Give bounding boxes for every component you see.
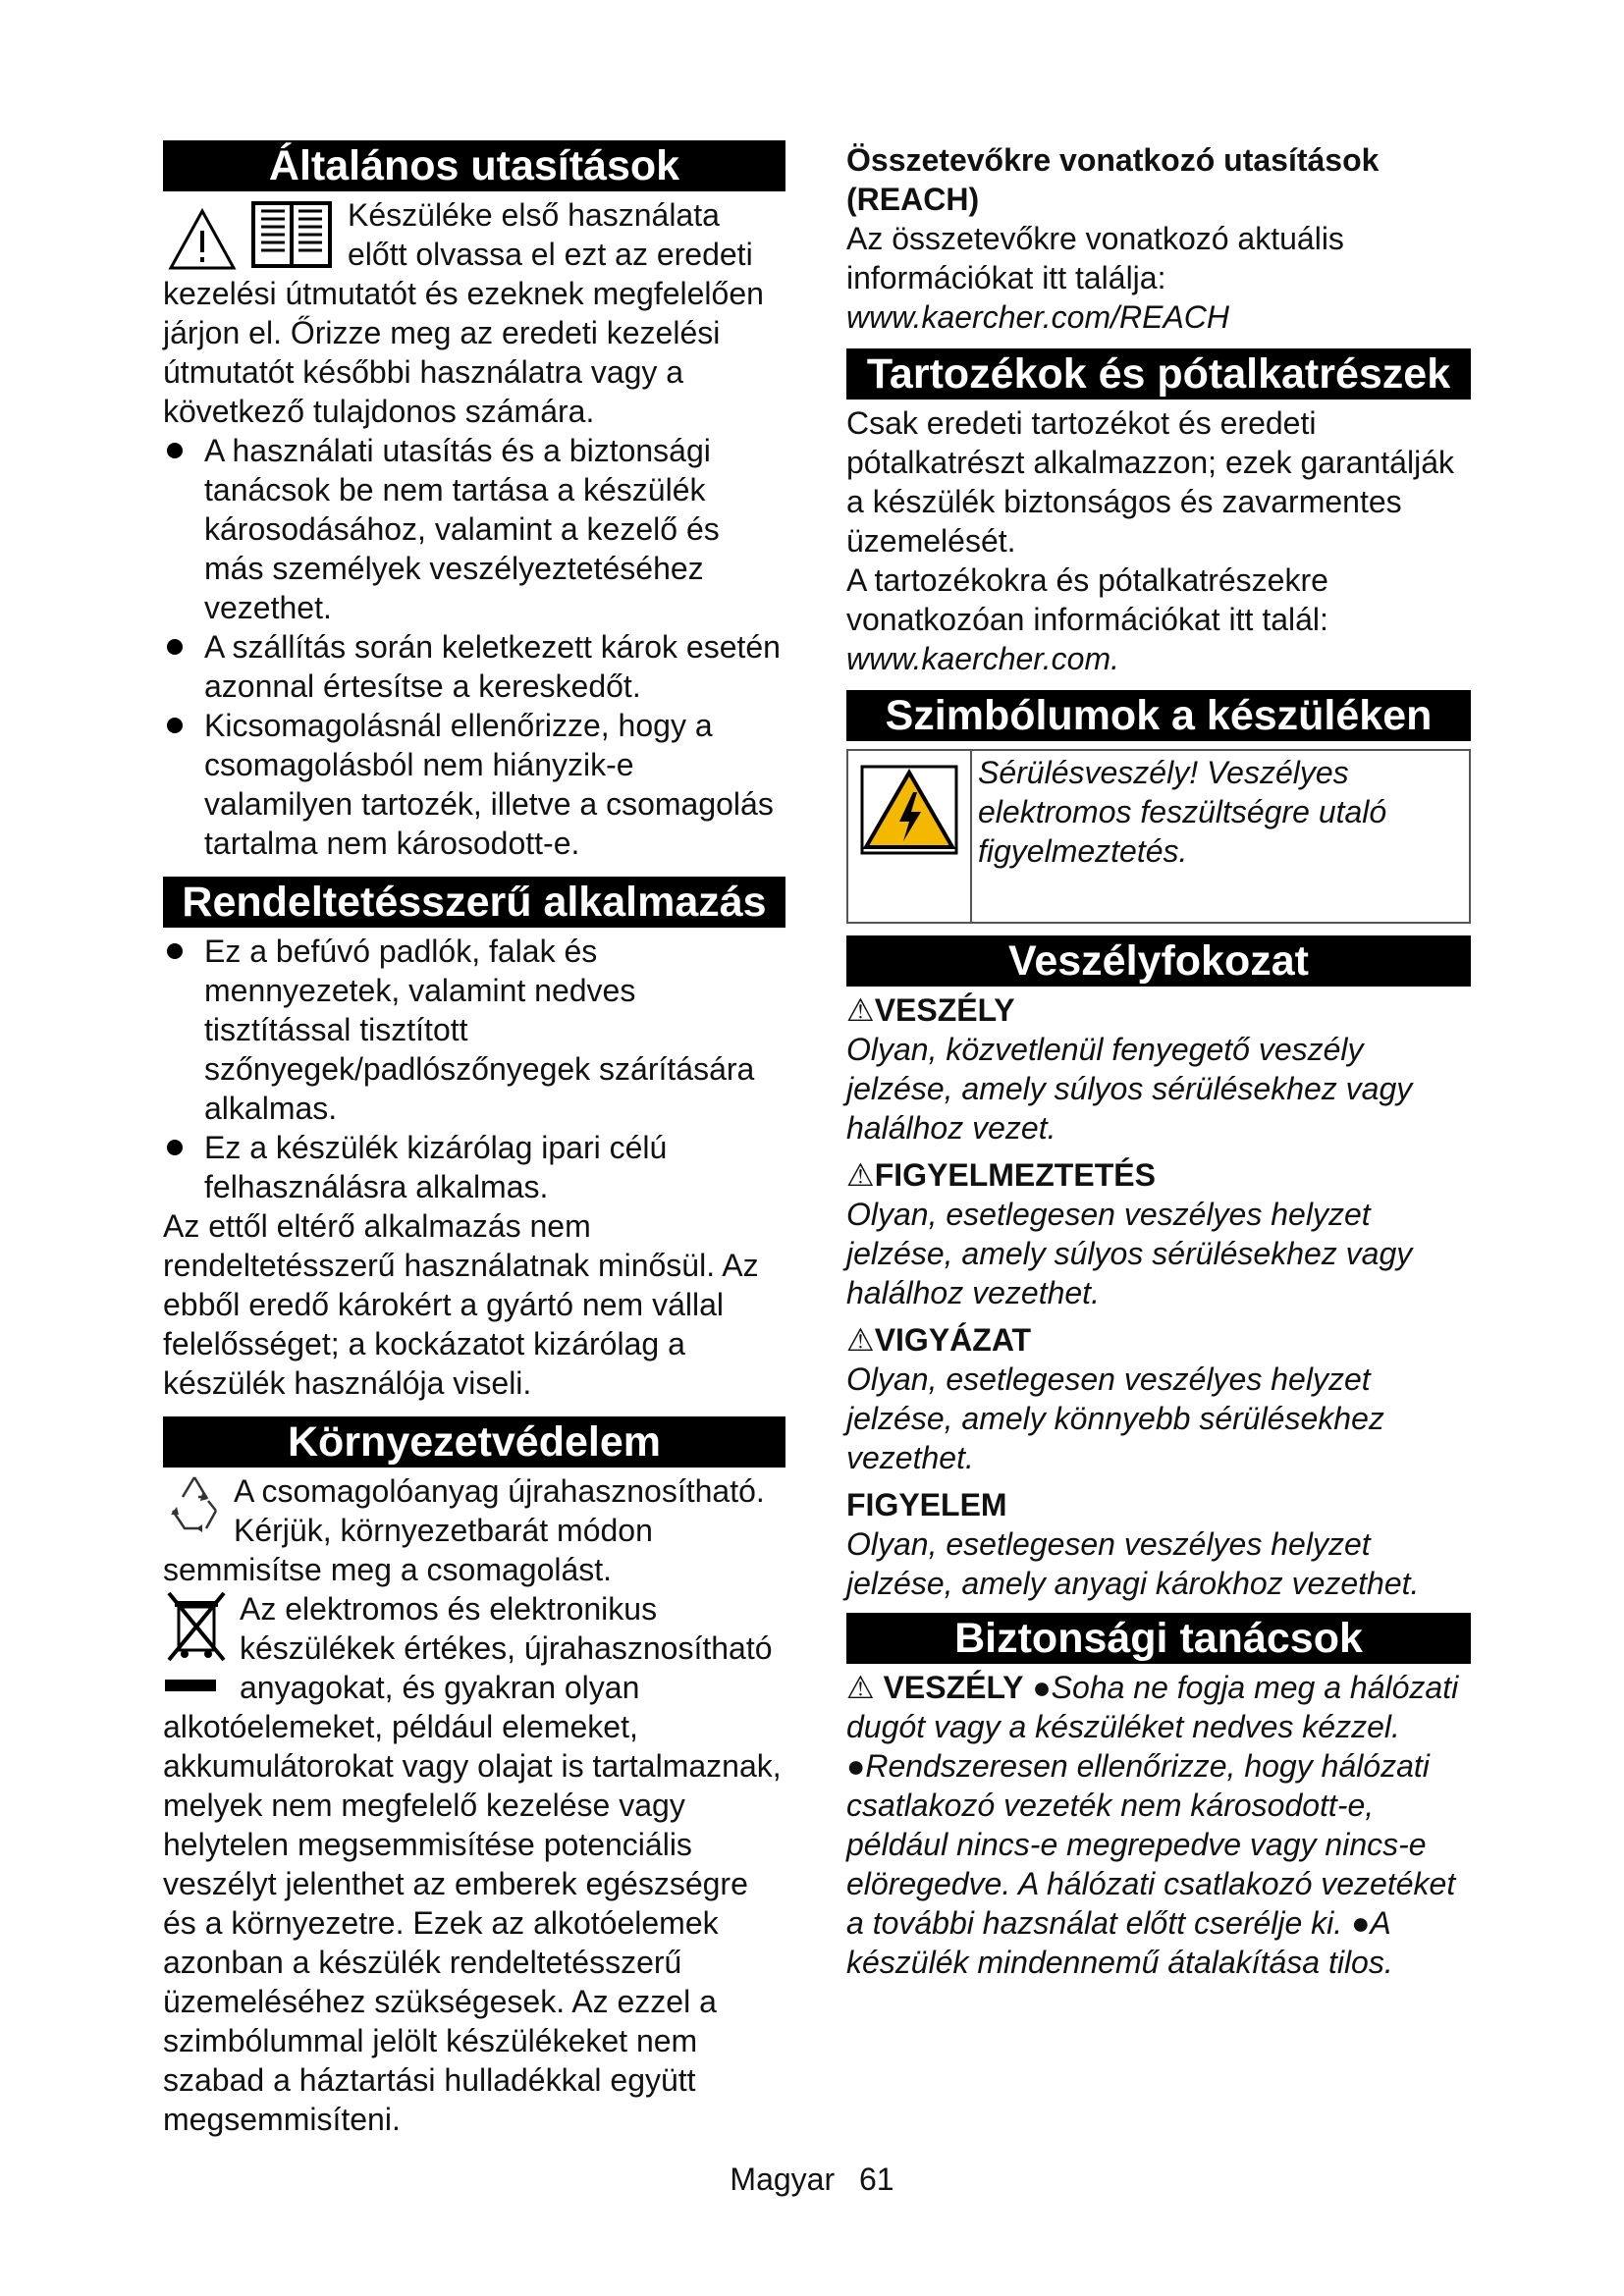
section-heading-environment: Környezetvédelem [163, 1416, 785, 1468]
left-column [163, 140, 785, 2139]
recycle-text: A csomagolóanyag újrahasznosítható. Kérjük, környezetbarát módon semmisítse meg a csomagolást. [163, 1473, 765, 1587]
crossed-bin-icon [163, 1589, 232, 1697]
symbol-cell-icon [848, 751, 972, 922]
hazard-description: Olyan, esetlegesen veszélyes helyzet jelzése, amely anyagi károkhoz vezethet. [846, 1526, 1420, 1601]
reach-title-line1: Összetevőkre vonatkozó utasítások [846, 142, 1380, 178]
general-intro [163, 195, 785, 431]
list-item: A szállítás során keletkezett károk esetén azonnal értesítse a kereskedőt. [163, 627, 785, 706]
intended-use-paragraph: Az ettől eltérő alkalmazás nem rendeltetésszerű használatnak minősül. Az ebből eredő károkért a gyártó nem vállal felelősséget; a kockázatot kizárólag a készülék használója viseli. [163, 1208, 759, 1401]
reach-text [846, 219, 1471, 337]
hazard-description: Olyan, esetlegesen veszélyes helyzet jelzése, amely súlyos sérülésekhez vagy halálhoz vezethet. [846, 1197, 1413, 1310]
safety-paragraph [846, 1668, 1471, 1982]
accessories-link[interactable]: www.kaercher.com. [846, 641, 1119, 676]
safety-item: Soha ne fogja meg a hálózati dugót vagy a készüléket nedves kézzel. [846, 1670, 1459, 1744]
safety-label: VESZÉLY [883, 1670, 1024, 1705]
warning-triangle-icon: ⚠ [846, 992, 875, 1028]
safety-item: Rendszeresen ellenőrizze, hogy hálózati csatlakozó vezeték nem károsodott-e, például nincs-e megrepedve vagy nincs-e elöregedve. A hálózati csatlakozó vezetéket a további hazsnálat előtt cserélje ki. [846, 1748, 1456, 1941]
list-item: Kicsomagolásnál ellenőrizze, hogy a csomagolásból nem hiányzik-e valamilyen tartozék, illetve a csomagolás tartalma nem károsodott-e. [163, 706, 785, 863]
right-column [846, 140, 1471, 1982]
hazard-level-danger [846, 990, 1471, 1148]
general-intro-line2: előtt olvassa el ezt az eredeti [348, 237, 753, 272]
footer-language: Magyar [730, 2162, 836, 2197]
hazard-label: FIGYELEM [846, 1487, 1007, 1522]
list-item: Ez a készülék kizárólag ipari célú felhasználásra alkalmas. [163, 1128, 785, 1206]
safety-item: A készülék mindennemű átalakítása tilos. [846, 1905, 1393, 1980]
general-intro-rest: kezelési útmutatót és ezeknek megfelelően járjon el. Őrizze meg az eredeti kezelési útmutatót későbbi használatra vagy a következő tulajdonos számára. [163, 276, 764, 429]
page-footer [0, 2160, 1624, 2199]
reach-text-body: Az összetevőkre vonatkozó aktuális információkat itt találja: [846, 221, 1344, 295]
accessories-text: A tartozékokra és pótalkatrészekre vonatkozóan információkat itt talál: [846, 562, 1328, 637]
warning-and-manual-icons [163, 195, 340, 274]
general-bullets [163, 431, 785, 863]
recycle-block [163, 1471, 785, 1589]
section-heading-safety: Biztonsági tanácsok [846, 1613, 1471, 1664]
general-intro-line1: Készüléke első használata [348, 197, 720, 233]
symbol-cell-text: Sérülésveszély! Veszélyes elektromos feszültségre utaló figyelmeztetés. [978, 755, 1387, 869]
hazard-level-warning [846, 1155, 1471, 1312]
hazard-label: VESZÉLY [874, 992, 1015, 1028]
bullet-icon: ● [1032, 1670, 1052, 1705]
hazard-level-notice [846, 1485, 1471, 1603]
weee-block [163, 1589, 785, 2139]
reach-title-line2: (REACH) [846, 182, 980, 217]
page-number: 61 [859, 2162, 894, 2197]
symbol-table [846, 749, 1471, 924]
warning-triangle-icon: ⚠ [846, 1157, 875, 1193]
accessories-paragraph-2 [846, 561, 1471, 678]
hazard-label: FIGYELMEZTETÉS [874, 1157, 1156, 1193]
hazard-label: VIGYÁZAT [874, 1322, 1032, 1358]
reach-link[interactable]: www.kaercher.com/REACH [846, 299, 1230, 335]
read-manual-icon [163, 195, 340, 274]
intended-use-bullets [163, 932, 785, 1206]
recycle-icon [163, 1471, 226, 1534]
warning-triangle-icon: ⚠ [846, 1670, 884, 1705]
list-item: A használati utasítás és a biztonsági tanácsok be nem tartása a készülék károsodásához, valamint a kezelő és más személyek veszélyeztetéséhez vezethet. [163, 431, 785, 627]
accessories-paragraph-1: Csak eredeti tartozékot és eredeti pótalkatrészt alkalmazzon; ezek garantálják a készülék biztonságos és zavarmentes üzemelését. [846, 405, 1454, 559]
electric-shock-warning-icon [860, 765, 958, 855]
section-heading-general: Általános utasítások [163, 140, 785, 191]
section-heading-intended-use: Rendeltetésszerű alkalmazás [163, 877, 785, 928]
section-heading-symbols: Szimbólumok a készüléken [846, 690, 1471, 741]
warning-triangle-icon: ⚠ [846, 1322, 875, 1358]
weee-text: Az elektromos és elektronikus készülékek értékes, újrahasznosítható anyagokat, és gyakran olyan alkotóelemeket, például elemeket, akkumulátorokat vagy olajat is tartalmaznak, melyek nem megfelelő kezelése vagy helytelen megsemmisítése potenciális veszélyt jelenthet az emberek egészségre és a környezetre. Ezek az alkotóelemek azonban a készülék rendeltetésszerű üzemeléséhez szükségesek. Az ezzel a szimbólummal jelölt készülékeket nem szabad a háztartási hulladékkal együtt megsemmisíteni. [163, 1591, 782, 2137]
hazard-level-caution [846, 1320, 1471, 1477]
bullet-icon: ● [1351, 1905, 1371, 1941]
hazard-description: Olyan, esetlegesen veszélyes helyzet jelzése, amely könnyebb sérülésekhez vezethet. [846, 1362, 1384, 1475]
hazard-description: Olyan, közvetlenül fenyegető veszély jelzése, amely súlyos sérülésekhez vagy halálhoz vezet. [846, 1032, 1413, 1146]
bullet-icon: ● [846, 1748, 866, 1784]
section-heading-accessories: Tartozékok és pótalkatrészek [846, 348, 1471, 400]
section-heading-hazard-levels: Veszélyfokozat [846, 935, 1471, 987]
list-item: Ez a befúvó padlók, falak és mennyezetek, valamint nedves tisztítással tisztított szőnyegek/padlószőnyegek szárítására alkalmas. [163, 932, 785, 1128]
